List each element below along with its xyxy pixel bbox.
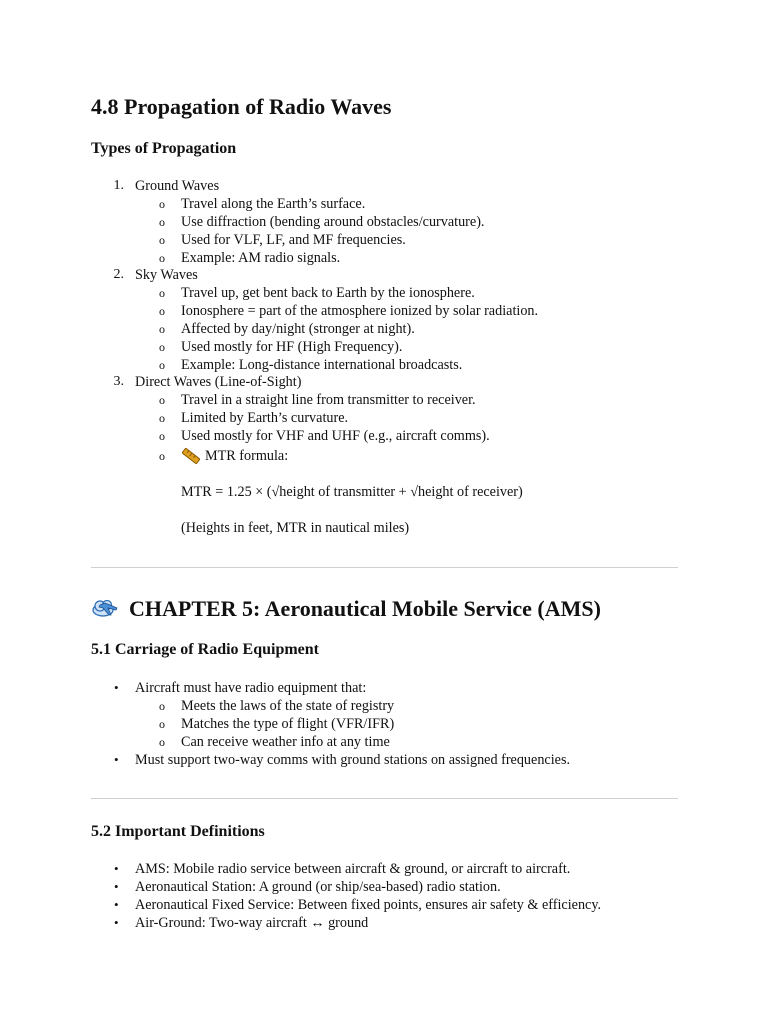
list-item: Travel up, get bent back to Earth by the ionosphere. <box>181 285 475 301</box>
bullet-marker: o <box>159 286 165 300</box>
list-item: Affected by day/night (stronger at night). <box>181 321 415 337</box>
bullet-marker: o <box>159 322 165 336</box>
list-item: Ground Waves <box>135 178 220 194</box>
list-item: MTR formula: <box>205 448 289 464</box>
airplane-cloud-icon <box>91 595 121 619</box>
list-number: 3. <box>113 374 124 389</box>
bullet-marker: o <box>159 449 165 463</box>
bullet-marker: o <box>159 215 165 229</box>
list-item: Direct Waves (Line-of-Sight) <box>135 374 302 390</box>
list-item: Used mostly for HF (High Frequency). <box>181 339 403 355</box>
bullet-marker: o <box>159 717 165 731</box>
bullet-marker: o <box>159 393 165 407</box>
list-item: Matches the type of flight (VFR/IFR) <box>181 716 395 732</box>
list-item: Aeronautical Fixed Service: Between fixed points, ensures air safety & efficiency. <box>135 897 602 913</box>
list-item: Limited by Earth’s curvature. <box>181 410 349 426</box>
chapter-title: CHAPTER 5: Aeronautical Mobile Service (AMS) <box>129 596 601 621</box>
list-item: Must support two-way comms with ground stations on assigned frequencies. <box>135 752 571 768</box>
list-number: 2. <box>113 267 124 282</box>
formula-text: MTR = 1.25 × (√height of transmitter + √height of receiver) <box>181 484 523 500</box>
bullet-marker: o <box>159 304 165 318</box>
list-item: Air-Ground: Two-way aircraft ↔ ground <box>135 915 369 931</box>
bullet-marker: o <box>159 699 165 713</box>
list-item: Travel in a straight line from transmitter to receiver. <box>181 392 476 408</box>
bullet-marker: o <box>159 429 165 443</box>
horizontal-divider <box>91 798 678 799</box>
list-item: Sky Waves <box>135 267 198 283</box>
list-item: Ionosphere = part of the atmosphere ionized by solar radiation. <box>181 303 539 319</box>
list-number: 1. <box>113 178 124 193</box>
formula-note: (Heights in feet, MTR in nautical miles) <box>181 520 410 536</box>
list-item: AMS: Mobile radio service between aircraft & ground, or aircraft to aircraft. <box>135 861 571 877</box>
list-item: Example: Long-distance international broadcasts. <box>181 357 463 373</box>
bullet-marker: o <box>159 411 165 425</box>
bullet-marker: • <box>114 680 119 695</box>
list-item: Used mostly for VHF and UHF (e.g., aircraft comms). <box>181 428 490 444</box>
subsection-heading: Types of Propagation <box>91 140 237 157</box>
bullet-marker: • <box>114 915 119 930</box>
list-item: Travel along the Earth’s surface. <box>181 196 366 212</box>
bullet-marker: • <box>114 861 119 876</box>
bullet-marker: o <box>159 358 165 372</box>
bullet-marker: • <box>114 897 119 912</box>
ruler-icon <box>181 447 201 465</box>
list-item: Aeronautical Station: A ground (or ship/sea-based) radio station. <box>135 879 501 895</box>
horizontal-divider <box>91 567 678 568</box>
list-item: Use diffraction (bending around obstacles/curvature). <box>181 214 485 230</box>
bullet-marker: o <box>159 340 165 354</box>
bullet-marker: • <box>114 879 119 894</box>
list-item: Aircraft must have radio equipment that: <box>135 680 367 696</box>
section-title-5-1: 5.1 Carriage of Radio Equipment <box>91 641 319 658</box>
bullet-marker: o <box>159 735 165 749</box>
list-item: Used for VLF, LF, and MF frequencies. <box>181 232 406 248</box>
list-item: Example: AM radio signals. <box>181 250 341 266</box>
bullet-marker: • <box>114 752 119 767</box>
list-item: Can receive weather info at any time <box>181 734 390 750</box>
bullet-marker: o <box>159 251 165 265</box>
bullet-marker: o <box>159 233 165 247</box>
bullet-marker: o <box>159 197 165 211</box>
section-title: 4.8 Propagation of Radio Waves <box>91 94 392 119</box>
list-item: Meets the laws of the state of registry <box>181 698 395 714</box>
section-title-5-2: 5.2 Important Definitions <box>91 823 265 840</box>
